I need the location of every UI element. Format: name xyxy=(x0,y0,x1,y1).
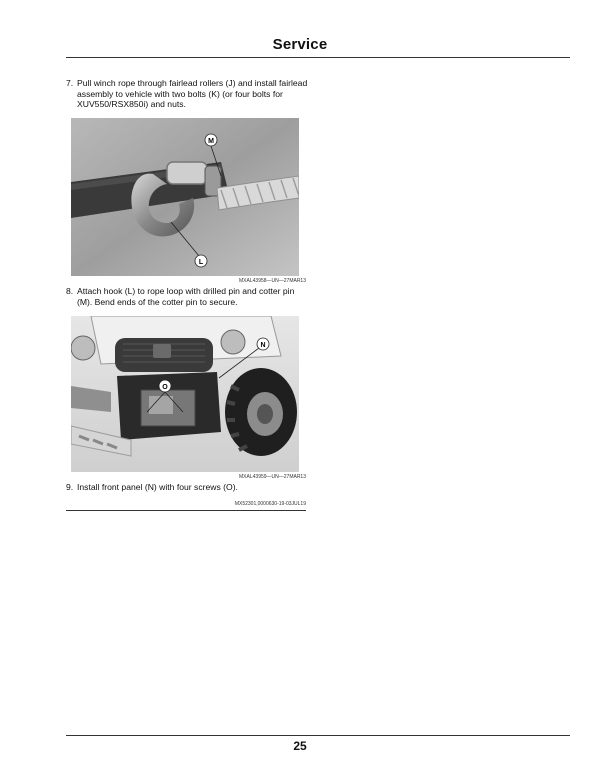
step-text: Attach hook (L) to rope loop with drilled pin and cotter pin (M). Bend ends of the cotter pin to secure. xyxy=(77,286,295,307)
vehicle-front-photo xyxy=(71,316,299,472)
callout-l-label: L xyxy=(198,259,204,266)
step-9 xyxy=(66,482,310,493)
step-8 xyxy=(66,286,310,307)
step-number: 7. xyxy=(66,78,74,88)
figure-front-panel xyxy=(71,316,299,472)
figure-id: MXAL43958—UN—27MAR13 xyxy=(239,278,306,284)
callout-m-label: M xyxy=(208,138,214,145)
section-end-rule xyxy=(66,510,306,511)
step-text: Install front panel (N) with four screws (O). xyxy=(77,482,238,492)
header-rule xyxy=(66,57,570,58)
callout-n-label: N xyxy=(260,342,266,349)
figure-hook-rope xyxy=(71,118,299,276)
step-7 xyxy=(66,78,310,110)
footer-rule xyxy=(66,735,570,736)
step-text: Pull winch rope through fairlead rollers (J) and install fairlead assembly to vehicle with two bolts (K) (or four bolts for XUV550/RSX850i) and nuts. xyxy=(77,78,308,110)
document-id: MX52301,0000630-19-03JUL19 xyxy=(234,501,306,507)
figure-id: MXAL43959—UN—27MAR13 xyxy=(239,474,306,480)
page-title: Service xyxy=(272,36,328,53)
step-number: 8. xyxy=(66,286,74,296)
page-number: 25 xyxy=(293,739,307,753)
hook-rope-photo xyxy=(71,118,299,276)
callout-o-label: O xyxy=(162,384,168,391)
step-number: 9. xyxy=(66,482,74,492)
